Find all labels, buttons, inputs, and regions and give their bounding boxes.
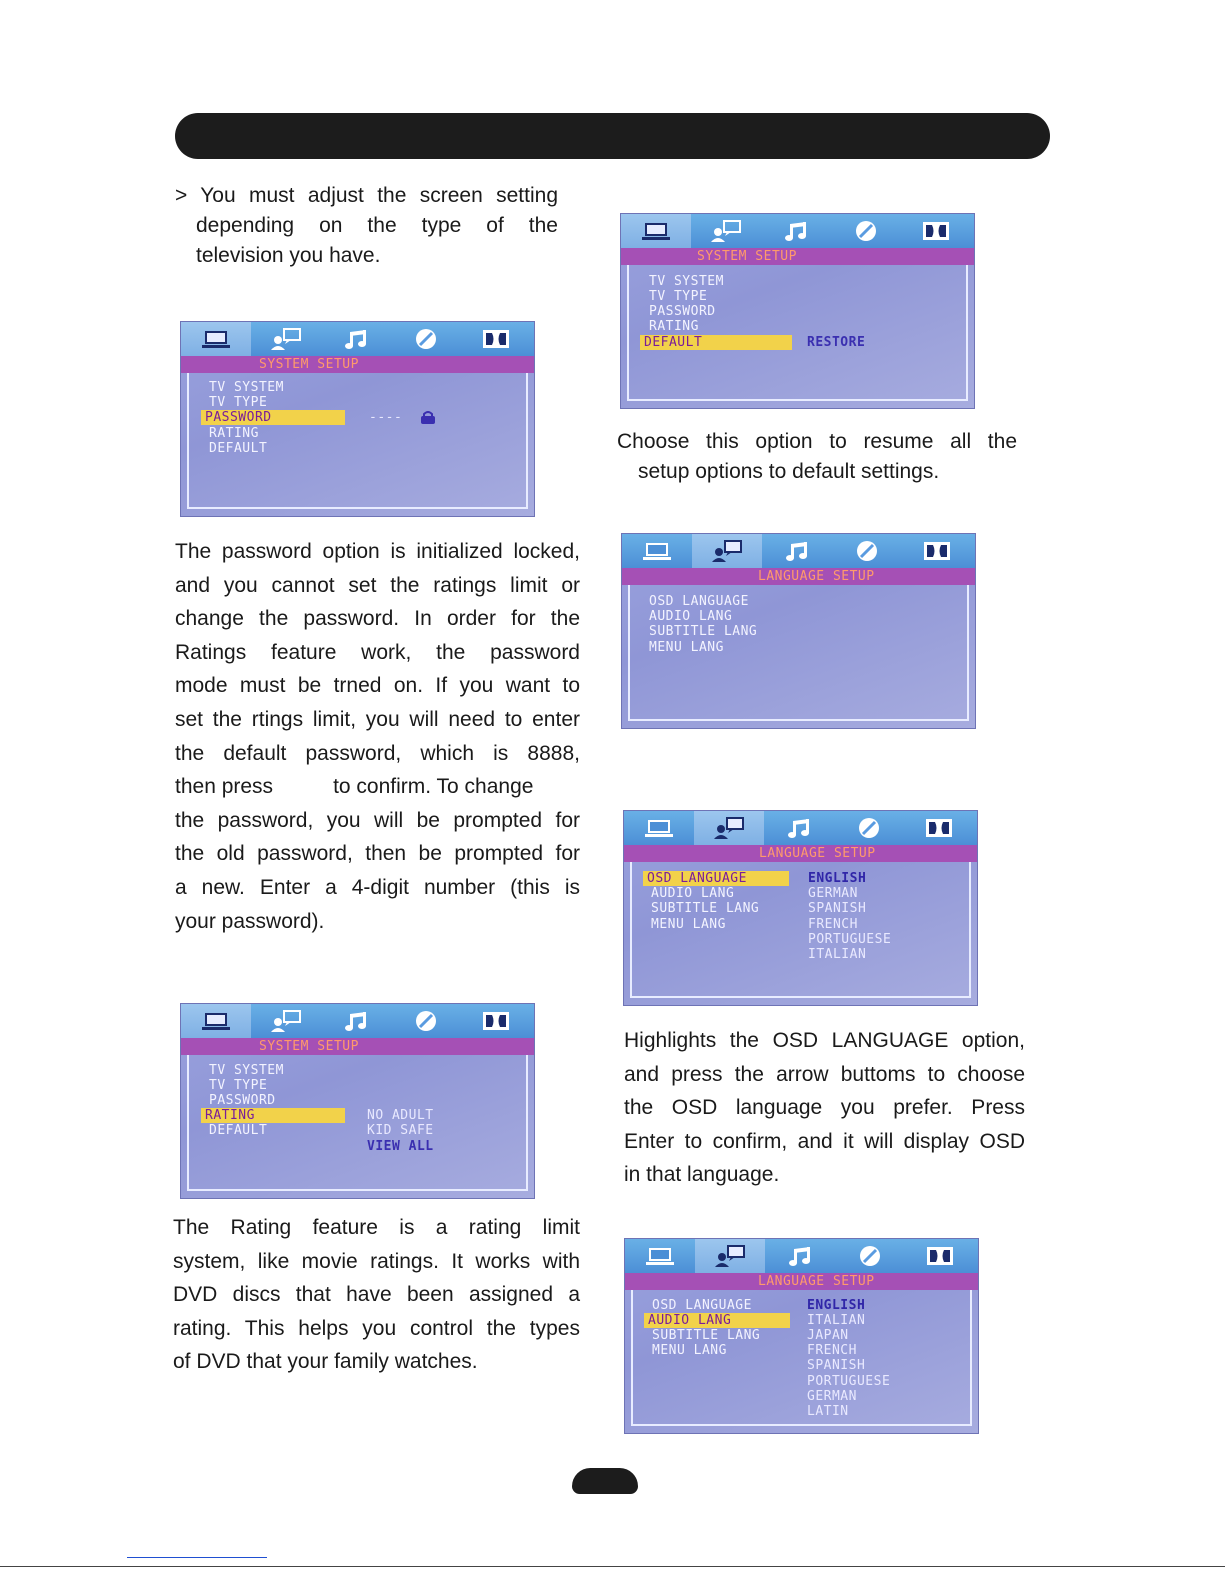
menu-item-default[interactable]: DEFAULT: [209, 1123, 268, 1138]
tab-audio[interactable]: [321, 1004, 391, 1038]
audio-option-japan[interactable]: JAPAN: [807, 1328, 849, 1343]
tab-language[interactable]: [694, 811, 764, 845]
tab-dolby[interactable]: [461, 1004, 531, 1038]
person-speech-icon: [710, 220, 742, 242]
tab-audio[interactable]: [762, 534, 832, 568]
rating-option-view-all[interactable]: VIEW ALL: [367, 1139, 434, 1154]
menu-item-audio-lang[interactable]: AUDIO LANG: [651, 886, 735, 901]
menu-item-default[interactable]: DEFAULT: [209, 441, 268, 456]
tv-icon: [201, 329, 231, 349]
osd-line-4: Enter to confirm, and it will display OSD: [624, 1129, 1025, 1153]
password-line-7: the default password, which is 8888,: [175, 741, 580, 765]
osd-titlebar: [181, 1038, 534, 1055]
osd-tab-bar: [622, 534, 975, 568]
menu-item-subtitle-lang[interactable]: SUBTITLE LANG: [649, 624, 758, 639]
intro-line-1: > You must adjust the screen setting: [175, 184, 558, 207]
menu-item-password[interactable]: PASSWORD: [649, 304, 716, 319]
osd-title: LANGUAGE SETUP: [758, 1274, 875, 1289]
osd-title: SYSTEM SETUP: [259, 1039, 359, 1054]
osd-titlebar: [622, 568, 975, 585]
page-number-tab: [572, 1468, 638, 1494]
disc-icon: [857, 816, 881, 840]
osd-title: LANGUAGE SETUP: [758, 569, 875, 584]
menu-item-osd-language[interactable]: OSD LANGUAGE: [643, 871, 789, 886]
tab-system[interactable]: [624, 811, 694, 845]
osd-option-spanish[interactable]: SPANISH: [808, 901, 867, 916]
dolby-icon: [925, 818, 953, 838]
menu-item-rating[interactable]: RATING: [201, 1108, 345, 1123]
footer-underline: [127, 1557, 267, 1558]
tab-system[interactable]: [621, 214, 691, 248]
osd-option-german[interactable]: GERMAN: [808, 886, 858, 901]
menu-item-menu-lang[interactable]: MENU LANG: [651, 917, 726, 932]
tab-language[interactable]: [695, 1239, 765, 1273]
menu-item-menu-lang[interactable]: MENU LANG: [652, 1343, 727, 1358]
tab-audio[interactable]: [321, 322, 391, 356]
osd-language-paragraph: [624, 1024, 1025, 1192]
default-line-1: Choose this option to resume all the: [617, 430, 1017, 453]
section-header-bar: [175, 113, 1050, 159]
person-speech-icon: [713, 817, 745, 839]
audio-option-english[interactable]: ENGLISH: [807, 1298, 866, 1313]
osd-tab-bar: [624, 811, 977, 845]
dolby-icon: [922, 221, 950, 241]
password-line-9: the password, you will be prompted for: [175, 808, 580, 832]
osd-line-2: and press the arrow buttoms to choose: [624, 1062, 1025, 1086]
password-line-8: [175, 770, 580, 804]
osd-title: SYSTEM SETUP: [259, 357, 359, 372]
person-speech-icon: [270, 1010, 302, 1032]
tv-icon: [201, 1011, 231, 1031]
password-line-12: your password).: [175, 909, 325, 933]
menu-item-tv-system[interactable]: TV SYSTEM: [209, 1063, 284, 1078]
rating-line-1: The Rating feature is a rating limit: [173, 1216, 580, 1239]
dolby-icon: [482, 329, 510, 349]
dolby-icon: [482, 1011, 510, 1031]
menu-item-password[interactable]: PASSWORD: [209, 1093, 276, 1108]
music-note-icon: [782, 220, 810, 242]
default-value-restore[interactable]: RESTORE: [807, 335, 866, 350]
disc-icon: [414, 1009, 438, 1033]
menu-item-rating[interactable]: RATING: [649, 319, 699, 334]
osd-titlebar: [181, 356, 534, 373]
password-line-6: set the rtings limit, you will need to enter: [175, 707, 580, 731]
osd-tab-bar: [181, 1004, 534, 1038]
lock-icon: [419, 410, 437, 424]
menu-item-tv-system[interactable]: TV SYSTEM: [209, 380, 284, 395]
osd-option-english[interactable]: ENGLISH: [808, 871, 867, 886]
tab-system[interactable]: [181, 322, 251, 356]
password-line-11: a new. Enter a 4-digit number (this is: [175, 875, 580, 899]
password-line-4: Ratings feature work, the password: [175, 640, 580, 664]
tab-video[interactable]: [391, 322, 461, 356]
tab-dolby[interactable]: [904, 811, 974, 845]
password-line-3: change the password. In order for the: [175, 607, 580, 631]
tab-language[interactable]: [251, 1004, 321, 1038]
osd-screen-osd-language: [623, 810, 978, 1006]
tab-dolby[interactable]: [461, 322, 531, 356]
password-line-1: The password option is initialized locked,: [175, 540, 580, 563]
menu-item-subtitle-lang[interactable]: SUBTITLE LANG: [652, 1328, 761, 1343]
disc-icon: [858, 1244, 882, 1268]
person-speech-icon: [270, 328, 302, 350]
menu-item-tv-system[interactable]: TV SYSTEM: [649, 274, 724, 289]
menu-item-menu-lang[interactable]: MENU LANG: [649, 640, 724, 655]
menu-item-osd-language[interactable]: OSD LANGUAGE: [652, 1298, 752, 1313]
menu-item-audio-lang[interactable]: AUDIO LANG: [644, 1313, 790, 1328]
menu-item-osd-language[interactable]: OSD LANGUAGE: [649, 594, 749, 609]
tab-system[interactable]: [622, 534, 692, 568]
osd-option-italian[interactable]: ITALIAN: [808, 947, 867, 962]
osd-title: LANGUAGE SETUP: [759, 846, 876, 861]
disc-icon: [854, 219, 878, 243]
menu-item-subtitle-lang[interactable]: SUBTITLE LANG: [651, 901, 760, 916]
person-speech-icon: [711, 540, 743, 562]
menu-item-rating[interactable]: RATING: [209, 426, 259, 441]
osd-screen-password: [180, 321, 535, 517]
osd-titlebar: [625, 1273, 978, 1290]
menu-item-password[interactable]: PASSWORD: [201, 410, 345, 425]
menu-item-tv-type[interactable]: TV TYPE: [209, 395, 268, 410]
osd-screen-default: [620, 213, 975, 409]
osd-titlebar: [624, 845, 977, 862]
tv-icon: [644, 818, 674, 838]
rating-option-no-adult[interactable]: NO ADULT: [367, 1108, 434, 1123]
tab-video[interactable]: [831, 214, 901, 248]
tab-system[interactable]: [181, 1004, 251, 1038]
tab-dolby[interactable]: [902, 534, 972, 568]
tab-system[interactable]: [625, 1239, 695, 1273]
music-note-icon: [342, 1010, 370, 1032]
menu-item-audio-lang[interactable]: AUDIO LANG: [649, 609, 733, 624]
tab-language[interactable]: [691, 214, 761, 248]
tab-language[interactable]: [692, 534, 762, 568]
osd-option-french[interactable]: FRENCH: [808, 917, 858, 932]
tab-audio[interactable]: [765, 1239, 835, 1273]
osd-line-5: in that language.: [624, 1163, 780, 1187]
audio-option-portuguese[interactable]: PORTUGUESE: [807, 1374, 891, 1389]
audio-option-spanish[interactable]: SPANISH: [807, 1358, 866, 1373]
tv-icon: [645, 1246, 675, 1266]
osd-screen-rating: [180, 1003, 535, 1199]
rating-option-kid-safe[interactable]: KID SAFE: [367, 1123, 434, 1138]
dolby-icon: [923, 541, 951, 561]
password-line-8b: to confirm. To change: [333, 775, 534, 799]
osd-tab-bar: [625, 1239, 978, 1273]
menu-item-tv-type[interactable]: TV TYPE: [209, 1078, 268, 1093]
tv-icon: [641, 221, 671, 241]
rating-line-3: DVD discs that have been assigned a: [173, 1283, 580, 1307]
default-line-2: setup options to default settings.: [638, 460, 940, 483]
rating-paragraph: [173, 1211, 580, 1379]
menu-item-default[interactable]: DEFAULT: [640, 335, 792, 350]
password-line-2: and you cannot set the ratings limit or: [175, 573, 580, 597]
music-note-icon: [786, 1245, 814, 1267]
audio-option-german[interactable]: GERMAN: [807, 1389, 857, 1404]
tab-audio[interactable]: [764, 811, 834, 845]
password-line-10: the old password, then be prompted for: [175, 842, 580, 866]
osd-line-3: the OSD language you prefer. Press: [624, 1096, 1025, 1120]
osd-title: SYSTEM SETUP: [697, 249, 797, 264]
tv-icon: [642, 541, 672, 561]
osd-screen-language: [621, 533, 976, 729]
password-line-5: mode must be trned on. If you want to: [175, 674, 580, 698]
tab-dolby[interactable]: [901, 214, 971, 248]
tab-language[interactable]: [251, 322, 321, 356]
osd-screen-audio-lang: [624, 1238, 979, 1434]
intro-paragraph: [175, 181, 558, 271]
tab-video[interactable]: [391, 1004, 461, 1038]
intro-line-2: depending on the type of the: [196, 214, 558, 237]
tab-audio[interactable]: [761, 214, 831, 248]
tab-dolby[interactable]: [905, 1239, 975, 1273]
music-note-icon: [342, 328, 370, 350]
osd-tab-bar: [181, 322, 534, 356]
audio-option-latin[interactable]: LATIN: [807, 1404, 849, 1419]
tab-video[interactable]: [834, 811, 904, 845]
disc-icon: [414, 327, 438, 351]
music-note-icon: [783, 540, 811, 562]
password-paragraph: [175, 535, 580, 938]
password-value: ----: [369, 410, 403, 425]
rating-line-4: rating. This helps you control the types: [173, 1316, 580, 1340]
osd-tab-bar: [621, 214, 974, 248]
osd-line-1: Highlights the OSD LANGUAGE option,: [624, 1029, 1025, 1052]
password-line-8a: then press: [175, 775, 274, 799]
music-note-icon: [785, 817, 813, 839]
dolby-icon: [926, 1246, 954, 1266]
osd-titlebar: [621, 248, 974, 265]
person-speech-icon: [714, 1245, 746, 1267]
page-bottom-rule: [0, 1566, 1225, 1567]
default-paragraph: [617, 427, 1017, 487]
disc-icon: [855, 539, 879, 563]
audio-option-italian[interactable]: ITALIAN: [807, 1313, 866, 1328]
osd-option-portuguese[interactable]: PORTUGUESE: [808, 932, 892, 947]
tab-video[interactable]: [835, 1239, 905, 1273]
intro-line-3: television you have.: [196, 244, 381, 267]
rating-line-2: system, like movie ratings. It works with: [173, 1249, 580, 1273]
rating-line-5: of DVD that your family watches.: [173, 1350, 478, 1374]
tab-video[interactable]: [832, 534, 902, 568]
menu-item-tv-type[interactable]: TV TYPE: [649, 289, 708, 304]
audio-option-french[interactable]: FRENCH: [807, 1343, 857, 1358]
